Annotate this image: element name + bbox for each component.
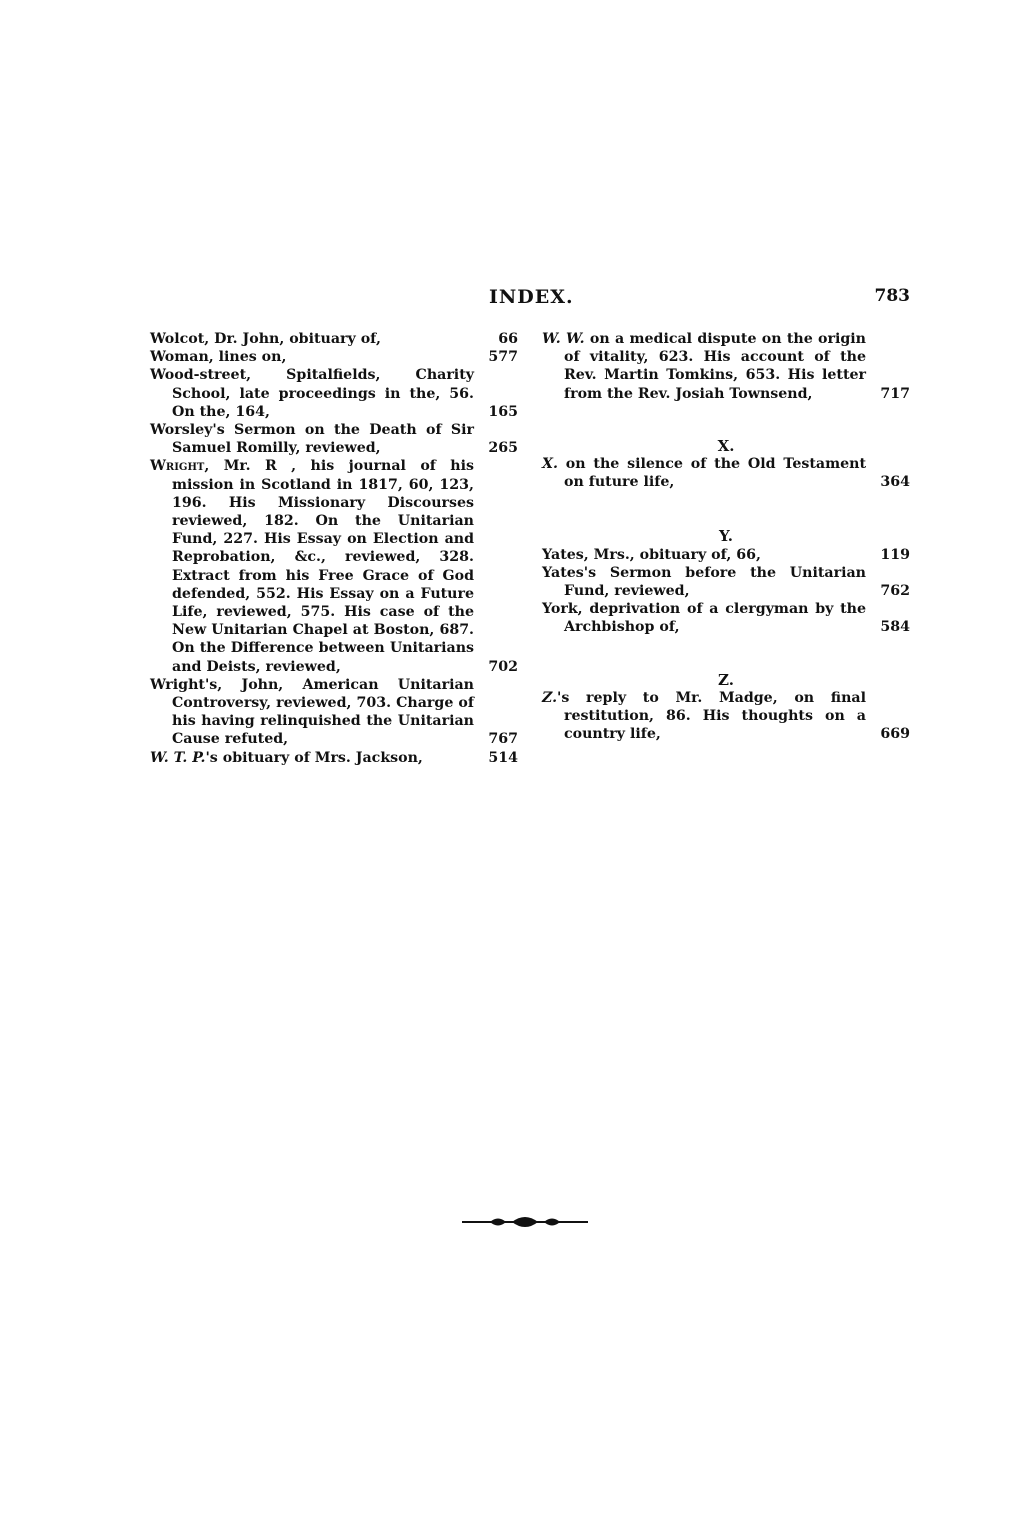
- index-column-left: [150, 330, 518, 767]
- index-entry: W. W. on a medical dispute on the origin of vitality, 623. His account of the Rev. Martin Tomkins, 653. His letter from the Rev. Josiah Townsend, 717: [542, 331, 910, 402]
- index-column-right: [542, 330, 910, 743]
- printers-ornament-icon: [460, 1212, 590, 1232]
- index-entry: Wolcot, Dr. John, obituary of, 66: [150, 331, 518, 347]
- index-entry: York, deprivation of a clergyman by the Archbishop of, 584: [542, 601, 910, 636]
- page-ref: 165: [488, 403, 518, 420]
- page-number: 783: [874, 286, 910, 306]
- index-entry: Z.'s reply to Mr. Madge, on final restitution, 86. His thoughts on a country life, 669: [542, 689, 910, 743]
- index-entry: X. on the silence of the Old Testament on future life, 364: [542, 456, 910, 491]
- index-entry: Yates, Mrs., obituary of, 66, 119: [542, 546, 910, 563]
- index-entry: Yates's Sermon before the Unitarian Fund, reviewed, 762: [542, 564, 910, 600]
- page-ref: 702: [488, 658, 518, 675]
- index-entry: Wood-street, Spitalfields, Charity School, late proceedings in the, 56. On the, 164, 165: [150, 367, 518, 420]
- section-heading-x: X.: [717, 436, 735, 455]
- index-entry: Wright, Mr. R , his journal of his mission in Scotland in 1817, 60, 123, 196. His Missionary Discourses reviewed, 182. On the Unitarian Fund, 227. His Essay on Election and Reprobation, &c., reviewed, 328. Extract from his Free Grace of God defended, 552. His Essay on a Future Life, reviewed, 575. His case of the New Unitarian Chapel at Boston, 687. On the Difference between Unitarians and Deists, reviewed, 702: [150, 458, 518, 675]
- page-ref: 767: [488, 731, 518, 748]
- page-ref: 669: [880, 726, 910, 743]
- section-heading-z: Z.: [718, 670, 734, 689]
- index-entry: W. T. P.'s obituary of Mrs. Jackson, 514: [150, 749, 518, 766]
- section-heading-y: Y.: [719, 527, 733, 546]
- index-entry: Woman, lines on, 577: [150, 349, 518, 366]
- page-ref: 66: [498, 331, 518, 347]
- page-ref: 265: [488, 440, 518, 457]
- page-ref: 364: [880, 474, 910, 491]
- index-entry: Wright's, John, American Unitarian Controversy, reviewed, 703. Charge of his having relinquished the Unitarian Cause refuted, 767: [150, 676, 518, 748]
- page-ref: 717: [880, 385, 910, 402]
- page-title: INDEX.: [489, 286, 574, 308]
- running-header: [140, 286, 910, 310]
- page-ref: 762: [880, 583, 910, 600]
- page-ref: 514: [488, 749, 518, 766]
- page-ref: 119: [880, 546, 910, 563]
- index-entry: Worsley's Sermon on the Death of Sir Samuel Romilly, reviewed, 265: [150, 422, 518, 457]
- page-ref: 577: [488, 349, 518, 366]
- page-ref: 584: [880, 619, 910, 636]
